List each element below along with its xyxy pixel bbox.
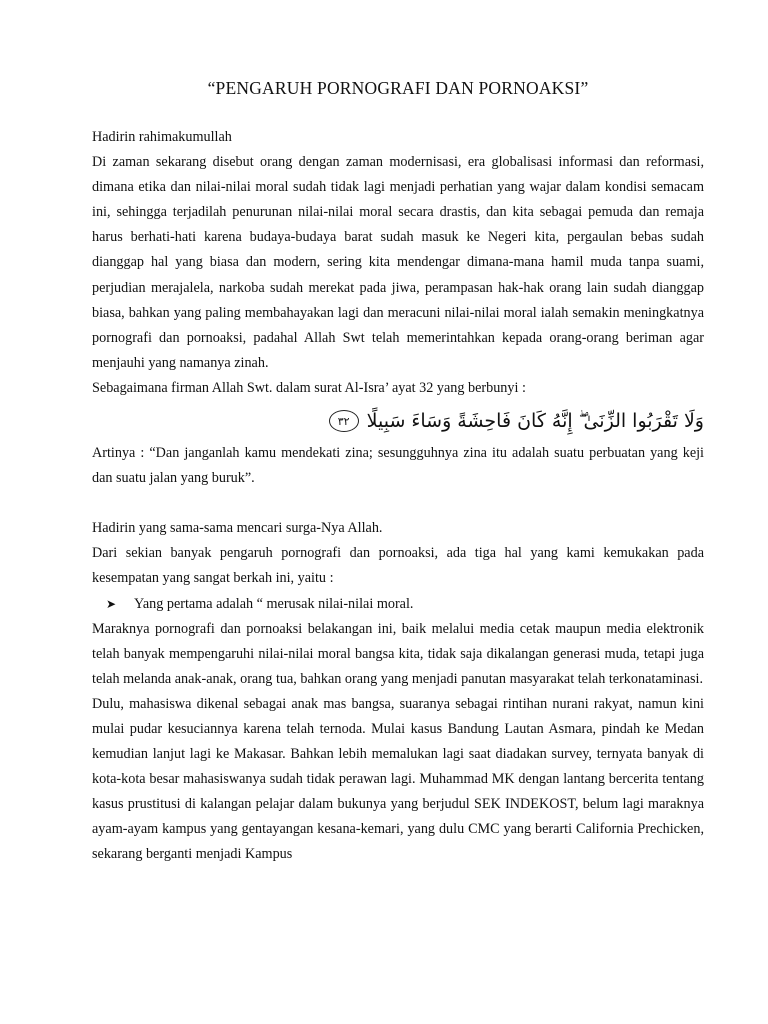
paragraph-students: Dulu, mahasiswa dikenal sebagai anak mas bangsa, suaranya sebagai rintihan nurani rakyat, namun kini mulai pudar kesuciannya karena telah ternoda. Mulai kasus Bandung Lautan Asmara, pindah ke Medan kemudian lanjut lagi ke Makasar. Bahkan lebih memalukan lagi saat diadakan survey, ternyata banyak di kota-kota besar mahasiswanya sudah tidak perawan lagi. Muhammad MK dengan lantang bercerita tentang kasus prustitusi di kalangan pelajar dalam bukunya yang berjudul SEK INDEKOST, belum lagi maraknya ayam-ayam kampus yang gentayangan kesana-kemari, yang dulu CMC yang berarti California Prechicken, sekarang berganti menjadi Kampus [92,695,704,863]
greeting: Hadirin rahimakumullah [92,129,232,145]
paragraph-intro: Di zaman sekarang disebut orang dengan zaman modernisasi, era globalisasi informasi dan reformasi, dimana etika dan nilai-nilai moral sudah tidak lagi menjadi perhatian yang wajar dalam kondisi semacam ini, sehingga terjadilah penurunan nilai-nilai moral secara drastis, dan kita sebagai pemuda dan remaja harus berhati-hati karena budaya-budaya barat sudah masuk ke Negeri kita, pergaulan bebas sudah dianggap hal yang biasa dan modern, sering kita mendengar dimana-mana hamil muda tanpa suami, perjudian merajalela, narkoba sudah merekat pada jiwa, perampasan hak-hak orang lain sudah dianggap biasa, bahkan yang paling membahayakan lagi dan meracuni nilai-nilai moral ialah semakin meningkatnya pornografi dan pornoaksi, padahal Allah Swt telah memerintahkan kepada orang-orang beriman agar menjauhi yang namanya zinah. [92,154,704,371]
arabic-verse: وَلَا تَقْرَبُوا الزِّنَىٰ ۖ إِنَّهُ كَانَ فَاحِشَةً وَسَاءَ سَبِيلًا [366,410,704,433]
arabic-verse-row [92,403,704,439]
paragraph-three-things: Dari sekian banyak pengaruh pornografi dan pornoaksi, ada tiga hal yang kami kemukakan pada kesempatan yang sangat berkah ini, yaitu : [92,545,704,587]
verse-translation: Artinya : “Dan janganlah kamu mendekati zina; sesungguhnya zina itu adalah suatu perbuatan yang keji dan suatu jalan yang buruk”. [92,445,704,487]
paragraph-media: Maraknya pornografi dan pornoaksi belakangan ini, baik melalui media cetak maupun media elektronik telah banyak mempengaruhi nilai-nilai moral bangsa kita, tidak saja dikalangan generasi muda, tetapi juga telah melanda anak-anak, orang tua, bahkan orang yang menjadi panutan masyarakat telah terkonataminasi. [92,620,704,687]
document-title: “PENGARUH PORNOGRAFI DAN PORNOAKSI” [207,78,589,98]
ayah-end-marker-icon [329,410,359,432]
document-page [92,78,704,868]
ayah-number: ٣٢ [337,414,350,428]
bullet-text: Yang pertama adalah “ merusak nilai-nilai moral. [134,595,414,612]
paragraph-gap [92,491,704,516]
greeting-second: Hadirin yang sama-sama mencari surga-Nya Allah. [92,520,383,537]
verse-intro: Sebagaimana firman Allah Swt. dalam surat Al-Isra’ ayat 32 yang berbunyi : [92,379,526,396]
arrow-bullet-icon: ➤ [106,596,117,611]
bullet-item [92,592,704,617]
